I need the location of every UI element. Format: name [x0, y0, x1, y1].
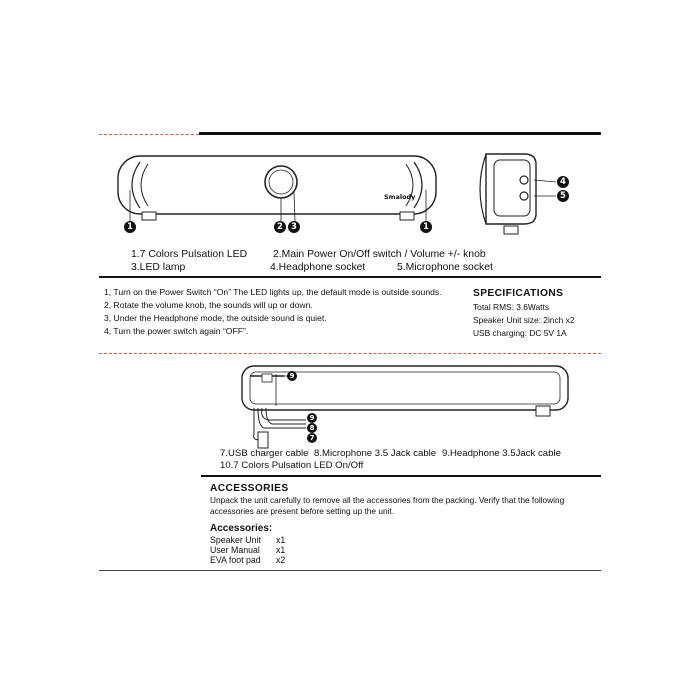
- accessories-description-line-1: Unpack the unit carefully to remove all the accessories from the packing. Verify that the following: [210, 495, 565, 505]
- top-solid-divider: [199, 132, 601, 135]
- part-label-5: 5.Microphone socket: [397, 262, 493, 273]
- accessory-qty: x1: [276, 545, 286, 555]
- accessory-name: User Manual: [210, 545, 260, 555]
- accessories-title: ACCESSORIES: [210, 483, 289, 494]
- callout-badge-8: 8: [307, 423, 317, 433]
- accessories-list-title: Accessories:: [210, 523, 273, 534]
- part-label-3: 3.LED lamp: [131, 262, 186, 273]
- spec-item: Speaker Unit size: 2inch x2: [473, 315, 575, 325]
- instruction-3: 3, Under the Headphone mode, the outside sound is quiet.: [104, 313, 327, 323]
- callout-badge-3: 3: [288, 221, 300, 233]
- specifications-title: SPECIFICATIONS: [473, 288, 564, 299]
- section-divider-1: [99, 276, 601, 278]
- cable-label-9: 9.Headphone 3.5Jack cable: [442, 448, 561, 459]
- top-dashed-divider: [99, 134, 199, 135]
- accessories-description-line-2: accessories are present before setting up the unit.: [210, 506, 395, 516]
- instruction-1: 1, Turn on the Power Switch “On” The LED lights up, the default mode is outside sounds.: [104, 287, 442, 297]
- bottom-divider: [99, 570, 601, 571]
- cable-label-10: 10.7 Colors Pulsation LED On/Off: [220, 460, 364, 471]
- spec-item: USB charging: DC 5V 1A: [473, 328, 567, 338]
- cable-label-8: 8.Microphone 3.5 Jack cable: [314, 448, 437, 459]
- accessory-qty: x1: [276, 535, 286, 545]
- accessory-qty: x2: [276, 555, 286, 565]
- callout-badge-9: 9: [307, 413, 317, 423]
- accessory-name: EVA foot pad: [210, 555, 261, 565]
- callout-badge-2: 2: [274, 221, 286, 233]
- part-label-4: 4.Headphone socket: [270, 262, 366, 273]
- instruction-4: 4, Turn the power switch again “OFF”.: [104, 326, 249, 336]
- section-divider-dashed: [99, 353, 601, 354]
- section-divider-2: [201, 475, 601, 477]
- cable-label-7: 7.USB charger cable: [220, 448, 309, 459]
- callout-badge-7: 7: [307, 433, 317, 443]
- part-label-1: 1.7 Colors Pulsation LED: [131, 249, 248, 260]
- brand-logo: Smalody: [384, 193, 416, 201]
- instruction-2: 2, Rotate the volume knob, the sounds will up or down.: [104, 300, 313, 310]
- callout-badge-5: 5: [557, 190, 569, 202]
- callout-badge-1-right: 1: [420, 221, 432, 233]
- speaker-side-diagram: [474, 150, 554, 240]
- callout-badge-9-top: 9: [287, 371, 297, 381]
- callout-badge-1-left: 1: [124, 221, 136, 233]
- callout-badge-4: 4: [557, 176, 569, 188]
- part-label-2: 2.Main Power On/Off switch / Volume +/- knob: [273, 249, 486, 260]
- spec-item: Total RMS: 3.6Watts: [473, 302, 550, 312]
- accessory-name: Speaker Unit: [210, 535, 261, 545]
